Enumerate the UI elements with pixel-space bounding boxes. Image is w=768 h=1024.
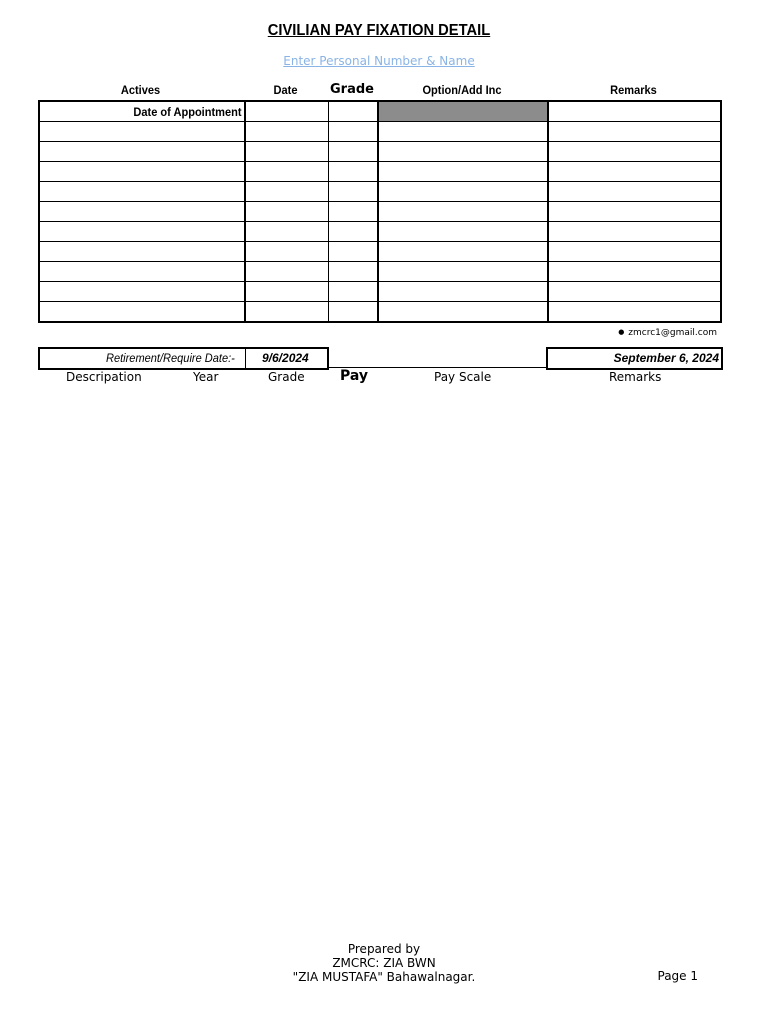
table-cell[interactable] [245,101,328,122]
table-cell[interactable] [245,202,328,222]
table-cell[interactable] [39,142,245,162]
table-cell[interactable] [378,182,548,202]
table-cell[interactable] [39,262,245,282]
table-cell[interactable] [328,101,378,122]
table-row [39,282,721,302]
table-cell[interactable] [39,282,245,302]
retirement-date-long: September 6, 2024 [613,351,719,365]
personal-number-link[interactable]: Enter Personal Number & Name [283,54,475,68]
table-cell[interactable] [548,142,721,162]
table-cell[interactable] [328,282,378,302]
table-row [39,302,721,323]
retirement-label: Retirement/Require Date:- [106,351,235,365]
table-cell[interactable] [39,242,245,262]
footer-line: ZMCRC: ZIA BWN [332,956,436,970]
divider [245,349,246,368]
table-row [39,122,721,142]
table-cell[interactable] [39,202,245,222]
footer-line: "ZIA MUSTAFA" Bahawalnagar. [292,970,476,984]
table-cell[interactable] [548,242,721,262]
table-cell[interactable] [548,162,721,182]
contact-email: ● zmcrc1@gmail.com [618,328,717,338]
table-row [39,202,721,222]
bullet-icon: ● [618,328,625,336]
pay-header-grade: Grade [268,370,305,384]
table-row [39,142,721,162]
table-cell[interactable] [328,262,378,282]
header-option-add-inc: Option/Add Inc [422,83,502,97]
table-cell[interactable] [328,162,378,182]
table-cell[interactable] [548,101,721,122]
pay-header-year: Year [193,370,219,384]
table-cell[interactable] [378,242,548,262]
table-cell[interactable] [39,182,245,202]
table-cell[interactable] [378,262,548,282]
table-row [39,262,721,282]
header-date: Date [273,83,298,97]
table-cell[interactable] [378,122,548,142]
table-cell[interactable] [378,282,548,302]
table-row [39,242,721,262]
table-cell[interactable] [548,182,721,202]
table-cell[interactable] [245,222,328,242]
table-cell[interactable] [328,122,378,142]
pay-header-description: Descripation [66,370,142,384]
pay-fixation-table [38,100,722,323]
table-row [39,182,721,202]
table-cell[interactable] [245,262,328,282]
table-cell[interactable] [245,122,328,142]
table-cell[interactable] [245,182,328,202]
table-cell[interactable] [548,222,721,242]
page-number: Page 1 [657,969,698,983]
table-cell[interactable] [378,222,548,242]
shaded-cell [378,101,548,122]
table-cell[interactable] [548,282,721,302]
table-cell[interactable] [328,242,378,262]
table-cell[interactable] [39,162,245,182]
table-cell[interactable] [548,302,721,323]
pay-header-pay: Pay [340,368,369,384]
table-row [39,222,721,242]
table-cell[interactable] [328,222,378,242]
table-row [39,101,721,122]
table-cell[interactable] [245,282,328,302]
table-cell[interactable] [548,122,721,142]
table-cell[interactable] [328,202,378,222]
pay-header-remarks: Remarks [609,370,662,384]
table-cell[interactable] [328,182,378,202]
pay-header-pay-scale: Pay Scale [434,370,492,384]
table-cell[interactable] [39,302,245,323]
table-cell[interactable] [378,302,548,323]
table-cell[interactable] [548,262,721,282]
table-cell[interactable] [328,142,378,162]
table-row [39,162,721,182]
header-actives: Actives [120,83,161,97]
document-title: CIVILIAN PAY FIXATION DETAIL [267,22,491,39]
footer-line: Prepared by [347,942,421,956]
header-grade: Grade [330,82,374,97]
retirement-date-short: 9/6/2024 [262,351,309,365]
table-cell[interactable] [378,142,548,162]
table-cell[interactable] [245,302,328,323]
table-cell[interactable] [328,302,378,323]
table-cell[interactable] [39,122,245,142]
table-cell[interactable] [245,242,328,262]
table-cell[interactable] [245,162,328,182]
table-cell[interactable] [245,142,328,162]
table-cell[interactable] [39,222,245,242]
retirement-date-box [546,347,723,370]
table-cell[interactable] [378,202,548,222]
header-remarks: Remarks [610,83,657,97]
retirement-box [38,347,329,370]
table-cell[interactable] [378,162,548,182]
date-of-appointment-label: Date of Appointment [39,101,245,122]
table-cell[interactable] [548,202,721,222]
footer-prepared-by [0,942,768,984]
